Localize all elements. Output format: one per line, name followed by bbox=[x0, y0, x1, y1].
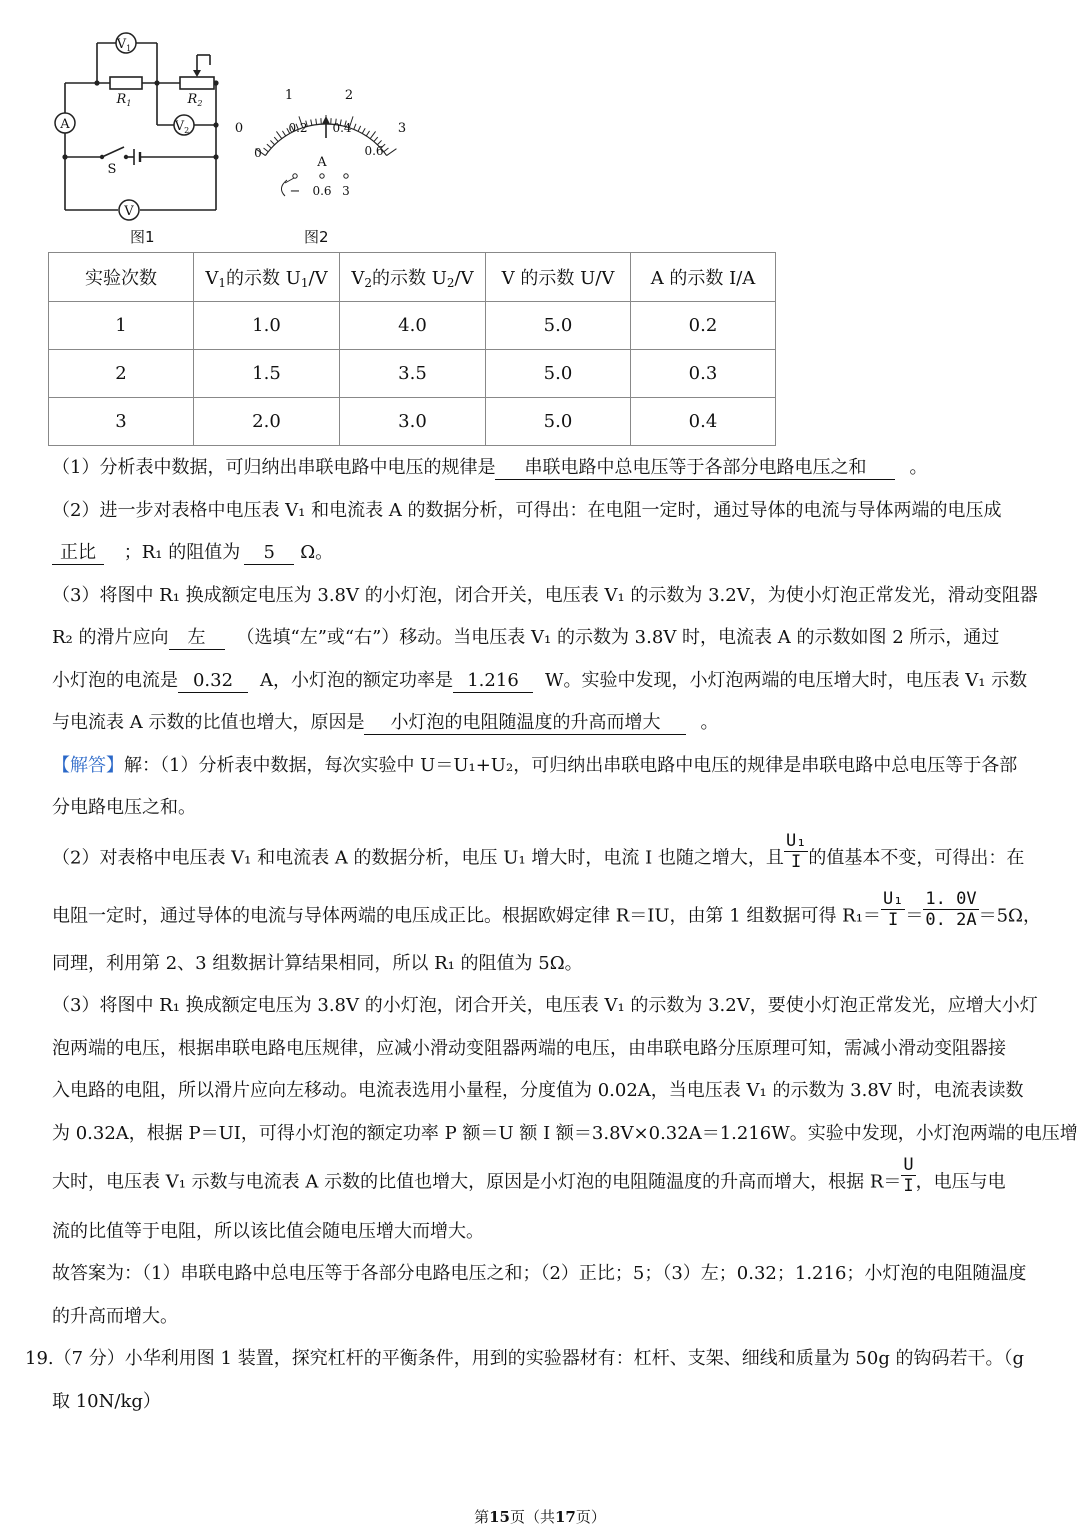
answer-blank-1: 串联电路中总电压等于各部分电路电压之和 bbox=[495, 457, 895, 480]
inner-tick-2: 0.4 bbox=[332, 121, 352, 135]
experiment-data-table bbox=[48, 252, 776, 446]
inner-tick-1: 0.2 bbox=[288, 121, 308, 135]
table-cell: 3.5 bbox=[340, 350, 486, 398]
dial-tick-mark bbox=[384, 148, 389, 152]
dial-tick-mark bbox=[387, 149, 397, 156]
dial-tick-mark bbox=[311, 119, 312, 125]
fraction-1v-over-0-2a: $\frac{1. 0V}{0. 2A}$ bbox=[925, 889, 977, 930]
r2-label: R bbox=[187, 92, 198, 107]
r1-label: R bbox=[116, 92, 127, 107]
dial-tick-mark bbox=[374, 137, 378, 142]
solution-label: 【解答】 bbox=[52, 755, 124, 776]
answer-blank-3d: 小灯泡的电阻随温度的升高而增大 bbox=[364, 712, 686, 735]
header-v2: $V_2$的示数 $U_2/V$ bbox=[340, 253, 486, 302]
table-row bbox=[49, 350, 776, 398]
fraction-u-over-i: $\frac{U}{I}$ bbox=[903, 1155, 914, 1196]
solution-1-line2: 分电路电压之和。 bbox=[52, 797, 196, 818]
meter-unit-label: A bbox=[317, 155, 327, 170]
table-cell: 3 bbox=[49, 398, 194, 446]
dial-tick-mark bbox=[316, 119, 317, 125]
dial-tick-mark bbox=[354, 124, 356, 130]
figure2-caption: 图2 bbox=[304, 228, 329, 246]
question-3-line3: 小灯泡的电流是 0.32 A，小灯泡的额定功率是 1.216 W。实验中发现，小灯泡两端的电压增大时，电压表 V₁ 示数 bbox=[52, 670, 1028, 691]
dial-tick-mark bbox=[358, 126, 361, 131]
total-pages: 17 bbox=[555, 1508, 576, 1526]
v2-label: V bbox=[174, 119, 185, 134]
dial-tick-mark bbox=[270, 140, 274, 144]
terminal-minus: − bbox=[289, 184, 301, 199]
solution-3-line5: 大时，电压表 V₁ 示数与电流表 A 示数的比值也增大，原因是小灯泡的电阻随温度的升高而增大，根据 R＝ $\frac{U}{I}$ ，电压与电 bbox=[52, 1155, 1006, 1196]
svg-text:V1: $V_1$ bbox=[116, 37, 132, 53]
outer-tick-2: 2 bbox=[344, 88, 354, 103]
table-cell: 5.0 bbox=[486, 302, 631, 350]
question-3-line4: 与电流表 A 示数的比值也增大，原因是 小灯泡的电阻随温度的升高而增大 。 bbox=[52, 712, 719, 733]
answer-blank-2a: 正比 bbox=[52, 542, 104, 565]
svg-text:V2: $V_2$ bbox=[174, 119, 190, 135]
question-2-line2: 正比 ；R₁ 的阻值为 5 Ω。 bbox=[52, 541, 333, 565]
inner-tick-0: 0 bbox=[254, 146, 262, 160]
solution-2-line2: 电阻一定时，通过导体的电流与导体两端的电压成正比。根据欧姆定律 R＝IU，由第 1 组数据可得 R₁＝ $\frac{\text{U₁}}{I}$ ＝ $\frac{1. 0V}{0. 2A}$ ＝5Ω， bbox=[52, 889, 1041, 930]
table-cell: 5.0 bbox=[486, 398, 631, 446]
header-trial: 实验次数 bbox=[49, 253, 194, 302]
table-cell: 0.4 bbox=[631, 398, 776, 446]
final-answer-line2: 的升高而增大。 bbox=[52, 1306, 178, 1327]
table-cell: 2 bbox=[49, 350, 194, 398]
table-header-row bbox=[49, 253, 776, 302]
question-3-line1: （3）将图中 R₁ 换成额定电压为 3.8V 的小灯泡，闭合开关，电压表 V₁ 的示数为 3.2V，为使小灯泡正常发光，滑动变阻器 bbox=[52, 585, 1038, 606]
final-answer-line1: 故答案为：（1）串联电路中总电压等于各部分电路电压之和；（2）正比；5；（3）左；0.32；1.216；小灯泡的电阻随温度 bbox=[52, 1263, 1027, 1284]
header-v: V 的示数 U/V bbox=[486, 253, 631, 302]
svg-text:R2: $R_2$ bbox=[187, 92, 203, 108]
dial-tick-mark bbox=[366, 131, 369, 136]
table-cell: 4.0 bbox=[340, 302, 486, 350]
table-row bbox=[49, 398, 776, 446]
dial-tick-mark bbox=[267, 144, 271, 148]
outer-tick-1: 1 bbox=[284, 88, 294, 103]
table-cell: 0.3 bbox=[631, 350, 776, 398]
table-cell: 1 bbox=[49, 302, 194, 350]
dial-tick-mark bbox=[274, 137, 278, 142]
solution-3-line2: 泡两端的电压，根据串联电路电压规律，应减小滑动变阻器两端的电压，由串联电路分压原理可知，需减小滑动变阻器接 bbox=[52, 1038, 1006, 1059]
switch-label: S bbox=[107, 162, 117, 177]
table-cell: 5.0 bbox=[486, 350, 631, 398]
terminal-0-6: 0.6 bbox=[312, 184, 332, 198]
current-page: 15 bbox=[489, 1508, 510, 1526]
outer-tick-3: 3 bbox=[397, 121, 407, 136]
header-v1: $V_1$的示数 $U_1/V$ bbox=[194, 253, 340, 302]
table-row bbox=[49, 302, 776, 350]
v1-label: V bbox=[116, 37, 127, 52]
answer-blank-3a: 左 bbox=[169, 627, 225, 650]
table-cell: 1.5 bbox=[194, 350, 340, 398]
solution-3-line4: 为 0.32A，根据 P＝UI，可得小灯泡的额定功率 P 额＝U 额 I 额＝3.8V×0.32A＝1.216W。实验中发现，小灯泡两端的电压增 bbox=[52, 1123, 1078, 1144]
dial-tick-mark bbox=[282, 131, 285, 136]
question-2-line1: （2）进一步对表格中电压表 V₁ 和电流表 A 的数据分析，可得出：在电阻一定时，通过导体的电流与导体两端的电压成 bbox=[52, 500, 1002, 521]
solution-2-line3: 同理，利用第 2、3 组数据计算结果相同，所以 R₁ 的阻值为 5Ω。 bbox=[52, 953, 583, 974]
question-3-line2: R₂ 的滑片应向 左 （选填“左”或“右”）移动。当电压表 V₁ 的示数为 3.8V 时，电流表 A 的示数如图 2 所示，通过 bbox=[52, 627, 1000, 648]
fraction-u1-over-i-2: $\frac{\text{U₁}}{I}$ bbox=[882, 889, 904, 930]
terminal-3: 3 bbox=[342, 184, 350, 198]
page-footer: 第15页（共17页） bbox=[474, 1508, 606, 1526]
table-cell: 1.0 bbox=[194, 302, 340, 350]
answer-blank-3b: 0.32 bbox=[178, 670, 248, 693]
header-a: A 的示数 I/A bbox=[631, 253, 776, 302]
dial-tick-mark bbox=[264, 148, 269, 152]
table-cell: 0.2 bbox=[631, 302, 776, 350]
question-19-line2: 取 10N/kg） bbox=[52, 1391, 161, 1412]
svg-text:R1: $R_1$ bbox=[116, 92, 132, 108]
dial-tick-mark bbox=[276, 131, 281, 138]
fraction-u1-over-i: $\frac{\text{U₁}}{I}$ bbox=[785, 831, 807, 872]
figure1-circuit bbox=[40, 25, 240, 250]
a-label: A bbox=[60, 117, 70, 132]
solution-3-line3: 入电路的电阻，所以滑片应向左移动。电流表选用小量程，分度值为 0.02A，当电压表 V₁ 的示数为 3.8V 时，电流表读数 bbox=[52, 1080, 1024, 1101]
table-cell: 3.0 bbox=[340, 398, 486, 446]
solution-3-line1: （3）将图中 R₁ 换成额定电压为 3.8V 的小灯泡，闭合开关，电压表 V₁ 的示数为 3.2V，要使小灯泡正常发光，应增大小灯 bbox=[52, 995, 1038, 1016]
figure2-ammeter-dial bbox=[225, 80, 425, 230]
solution-3-line6: 流的比值等于电阻，所以该比值会随电压增大而增大。 bbox=[52, 1221, 484, 1242]
dial-tick-mark bbox=[362, 128, 365, 133]
v-label: V bbox=[124, 204, 134, 219]
solution-1-line1: 【解答】解：（1）分析表中数据，每次实验中 U＝U₁+U₂，可归纳出串联电路中电压的规律是串联电路中总电压等于各部 bbox=[52, 755, 1018, 776]
table-cell: 2.0 bbox=[194, 398, 340, 446]
answer-blank-2b: 5 bbox=[244, 542, 294, 565]
question-19-line1: 19.（7 分）小华利用图 1 装置，探究杠杆的平衡条件，用到的实验器材有：杠杆、支架、细线和质量为 50g 的钩码若干。（g bbox=[25, 1348, 1025, 1369]
answer-blank-3c: 1.216 bbox=[453, 670, 533, 693]
question-1: （1）分析表中数据，可归纳出串联电路中电压的规律是 串联电路中总电压等于各部分电路电压之和 。 bbox=[52, 457, 928, 478]
dial-tick-mark bbox=[370, 131, 375, 138]
figure1-caption: 图1 bbox=[130, 228, 155, 246]
inner-tick-3: 0.6 bbox=[364, 144, 384, 158]
outer-tick-0: 0 bbox=[234, 121, 244, 136]
solution-2-line1: （2）对表格中电压表 V₁ 和电流表 A 的数据分析，电压 U₁ 增大时，电流 I 也随之增大，且 $\frac{\text{U₁}}{I}$ 的值基本不变，可得出：在 bbox=[52, 831, 1025, 872]
